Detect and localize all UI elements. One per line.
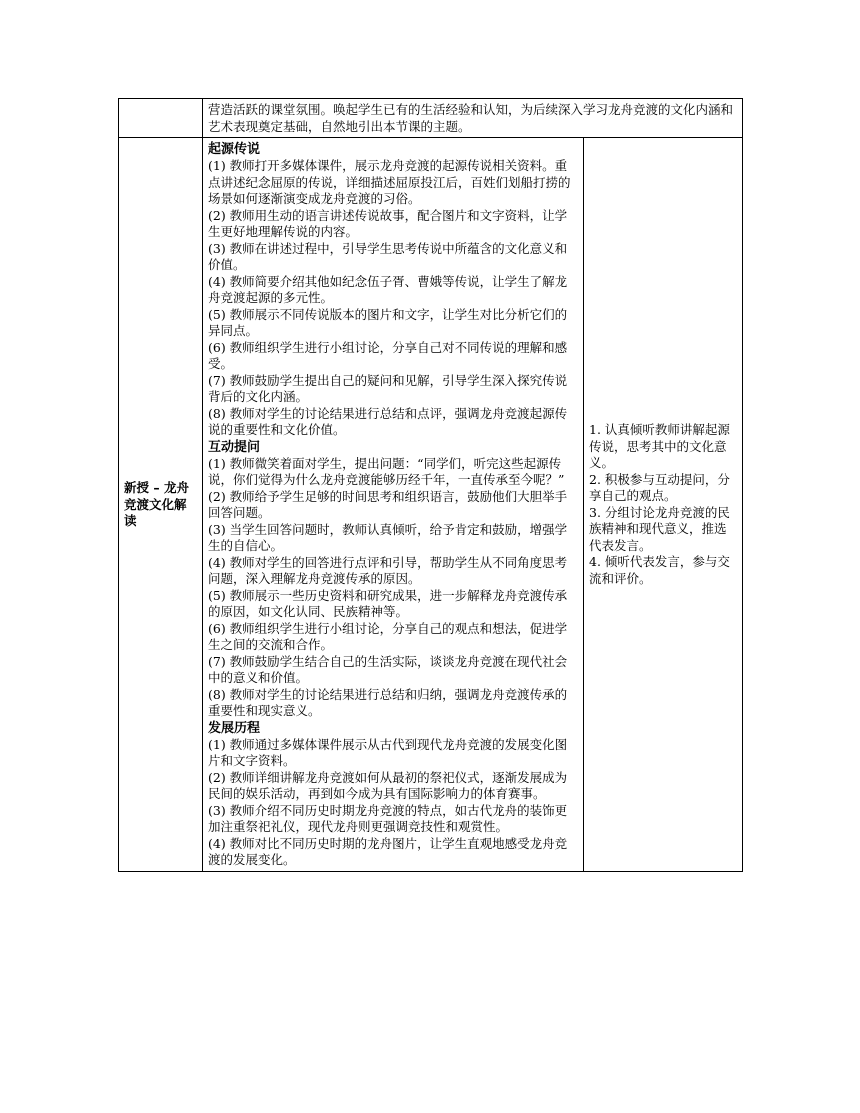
section-item: (6) 教师组织学生进行小组讨论，分享自己的观点和想法，促进学生之间的交流和合作。 (208, 620, 568, 652)
section-item: (2) 教师用生动的语言讲述传说故事，配合图片和文字资料，让学生更好地理解传说的内容。 (208, 207, 568, 239)
lesson-plan-table (118, 98, 743, 872)
section-item: (6) 教师组织学生进行小组讨论，分享自己对不同传说的理解和感受。 (208, 339, 568, 371)
section-item: (3) 教师在讲述过程中，引导学生思考传说中所蕴含的文化意义和价值。 (208, 240, 568, 272)
intro-row (119, 99, 743, 138)
stage-label-cell (119, 138, 203, 872)
section-item: (3) 当学生回答问题时，教师认真倾听，给予肯定和鼓励，增强学生的自信心。 (208, 521, 568, 553)
section-item: (7) 教师鼓励学生结合自己的生活实际，谈谈龙舟竞渡在现代社会中的意义和价值。 (208, 653, 568, 685)
student-activity: 4. 倾听代表发言，参与交流和评价。 (589, 554, 730, 586)
section-title: 互动提问 (208, 439, 261, 455)
section-item: (8) 教师对学生的讨论结果进行总结和归纳，强调龙舟竞渡传承的重要性和现实意义。 (208, 686, 568, 718)
teacher-activities-cell (203, 138, 584, 872)
section-item: (5) 教师展示不同传说版本的图片和文字，让学生对比分析它们的异同点。 (208, 306, 568, 338)
section-item: (1) 教师打开多媒体课件，展示龙舟竞渡的起源传说相关资料。重点讲述纪念屈原的传说，详细描述屈原投江后，百姓们划船打捞的场景如何逐渐演变成龙舟竞渡的习俗。 (208, 158, 571, 206)
section-history (208, 720, 578, 869)
section-interaction (208, 439, 578, 720)
section-item: (5) 教师展示一些历史资料和研究成果，进一步解释龙舟竞渡传承的原因，如文化认同、民族精神等。 (208, 587, 568, 619)
section-item: (4) 教师对比不同历史时期的龙舟图片，让学生直观地感受龙舟竞渡的发展变化。 (208, 835, 568, 867)
section-item: (1) 教师通过多媒体课件展示从古代到现代龙舟竞渡的发展变化图片和文字资料。 (208, 736, 568, 768)
intro-text-cell (203, 99, 743, 138)
section-item: (2) 教师给予学生足够的时间思考和组织语言，鼓励他们大胆举手回答问题。 (208, 488, 568, 520)
section-origin (208, 141, 578, 439)
stage-label: 新授 – 龙舟竞渡文化解读 (124, 480, 189, 528)
section-item: (4) 教师简要介绍其他如纪念伍子胥、曹娥等传说，让学生了解龙舟竞渡起源的多元性。 (208, 273, 568, 305)
section-title: 起源传说 (208, 142, 261, 157)
main-row (119, 138, 743, 872)
student-activity: 1. 认真倾听教师讲解起源传说，思考其中的文化意义。 (589, 422, 730, 471)
section-item: (8) 教师对学生的讨论结果进行总结和点评，强调龙舟竞渡起源传说的重要性和文化价值。 (208, 405, 568, 437)
section-item: (3) 教师介绍不同历史时期龙舟竞渡的特点，如古代龙舟的装饰更加注重祭祀礼仪，现代龙舟则更强调竞技性和观赏性。 (208, 802, 568, 834)
student-activity: 3. 分组讨论龙舟竞渡的民族精神和现代意义，推选代表发言。 (589, 504, 730, 553)
section-title: 发展历程 (208, 720, 261, 736)
intro-text: 营造活跃的课堂氛围。唤起学生已有的生活经验和认知，为后续深入学习龙舟竞渡的文化内涵和艺术表现奠定基础，自然地引出本节课的主题。 (208, 102, 734, 134)
section-item: (7) 教师鼓励学生提出自己的疑问和见解，引导学生深入探究传说背后的文化内涵。 (208, 372, 568, 404)
intro-label-cell (119, 99, 203, 138)
student-activity: 2. 积极参与互动提问，分享自己的观点。 (589, 471, 730, 504)
student-activities-cell (584, 138, 743, 872)
section-item: (4) 教师对学生的回答进行点评和引导，帮助学生从不同角度思考问题，深入理解龙舟竞渡传承的原因。 (208, 554, 568, 586)
section-item: (2) 教师详细讲解龙舟竞渡如何从最初的祭祀仪式，逐渐发展成为民间的娱乐活动，再到如今成为具有国际影响力的体育赛事。 (208, 769, 568, 801)
section-item: (1) 教师微笑着面对学生，提出问题：“同学们，听完这些起源传说，你们觉得为什么龙舟竞渡能够历经千年，一直传承至今呢？” (208, 455, 565, 487)
